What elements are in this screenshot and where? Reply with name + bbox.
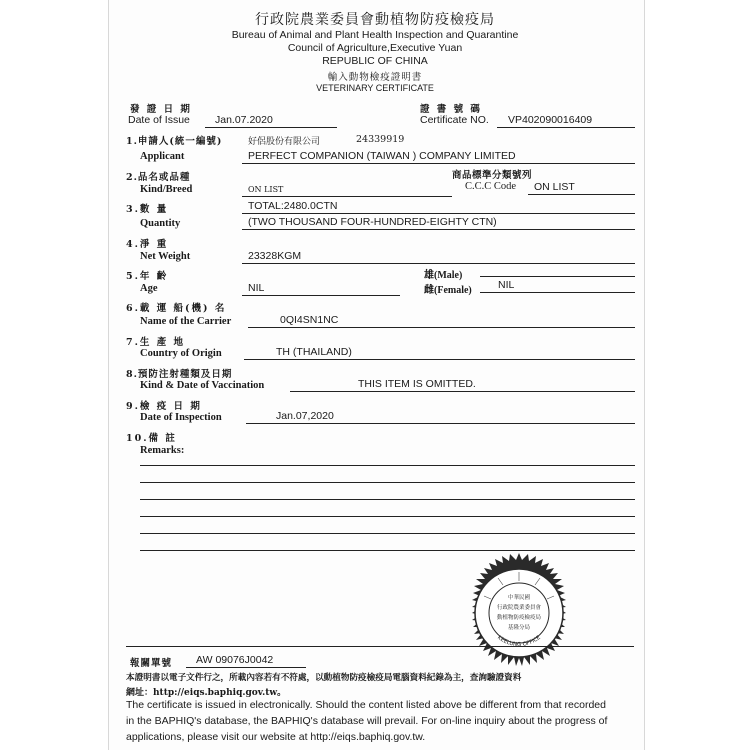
kind-value: ON LIST — [248, 185, 284, 194]
quantity-underline — [242, 213, 635, 214]
quantity-words-underline — [242, 229, 635, 230]
origin-label-cn: 7.生 產 地 — [126, 337, 186, 348]
remarks-line — [140, 533, 635, 534]
carrier-label: Name of the Carrier — [140, 316, 232, 327]
footer-note-en-2: in the BAPHIQ's database, the BAPHIQ's database will prevail. For on-line inquiry about the progress of — [126, 715, 608, 727]
inspection-label: Date of Inspection — [140, 412, 222, 423]
cert-no-underline — [497, 127, 635, 128]
seal-text-line4: 基隆分局 — [507, 625, 531, 631]
male-label: 雄(Male) — [424, 270, 463, 281]
quantity-label-cn: 3.數 量 — [126, 204, 169, 215]
footer-note-cn-1: 本證明書以電子文件行之，所載內容若有不符處，以動植物防疫檢疫局電腦資料紀錄為主，查詢驗證資料 — [126, 673, 522, 683]
applicant-tax-id: 24339919 — [356, 134, 405, 145]
ccc-code-label: C.C.C Code — [465, 181, 517, 192]
quantity-value: TOTAL:2480.0CTN — [248, 200, 338, 212]
cert-no-value: VP402090016409 — [508, 114, 593, 126]
footer-note-en-1: The certificate is issued in electronically. Should the content listed above be different from that recorded — [126, 699, 606, 711]
issue-date-label: Date of Issue — [128, 114, 190, 126]
inspection-underline — [246, 423, 635, 424]
origin-value: TH (THAILAND) — [276, 346, 352, 358]
kind-underline — [242, 196, 452, 197]
customs-label-cn: 報關單號 — [130, 658, 173, 669]
applicant-name-cn: 好侶股份有限公司 — [248, 137, 321, 147]
seal-text-line3: 動植物防疫檢疫局 — [496, 615, 542, 621]
agency-title-cn: 行政院農業委員會動植物防疫檢疫局 — [255, 12, 495, 28]
net-weight-underline — [242, 263, 635, 264]
female-underline — [480, 292, 635, 293]
kind-label-cn: 2.品名或品種 — [126, 172, 191, 183]
remarks-label: Remarks: — [140, 445, 185, 456]
remarks-line — [140, 482, 635, 483]
female-label: 雌(Female) — [424, 285, 472, 296]
age-value: NIL — [248, 282, 265, 294]
country-title: REPUBLIC OF CHINA — [322, 55, 428, 67]
customs-underline — [186, 667, 306, 668]
cert-no-label: Certificate NO. — [420, 114, 489, 126]
certificate-title-en: VETERINARY CERTIFICATE — [316, 83, 434, 93]
customs-top-rule — [126, 646, 634, 647]
age-label: Age — [140, 283, 158, 294]
seal-ring-text: KEELUNG OFFICE — [496, 634, 542, 649]
footer-note-en-3: applications, please visit our website at http://eiqs.baphiq.gov.tw. — [126, 731, 426, 743]
issue-date-value: Jan.07.2020 — [215, 114, 273, 126]
carrier-value: 0QI4SN1NC — [280, 314, 339, 326]
remarks-label-cn: 10.備 註 — [126, 433, 177, 444]
vaccination-underline — [290, 391, 635, 392]
applicant-value: PERFECT COMPANION (TAIWAN ) COMPANY LIMITED — [248, 150, 516, 162]
agency-title-en: Bureau of Animal and Plant Health Inspection and Quarantine — [231, 29, 519, 41]
remarks-line — [140, 499, 635, 500]
certificate-title-cn: 輸入動物檢疫證明書 — [327, 72, 423, 83]
remarks-line — [140, 550, 635, 551]
female-value: NIL — [498, 279, 515, 291]
net-weight-label: Net Weight — [140, 251, 191, 262]
customs-value: AW 09076J0042 — [196, 654, 274, 666]
footer-note-cn-2: 網址：http://eiqs.baphiq.gov.tw。 — [126, 688, 287, 698]
net-weight-label-cn: 4.淨 重 — [126, 239, 169, 250]
net-weight-value: 23328KGM — [248, 250, 302, 262]
applicant-underline — [242, 163, 635, 164]
council-title: Council of Agriculture,Executive Yuan — [287, 42, 463, 54]
ccc-code-underline — [528, 194, 635, 195]
inspection-value: Jan.07,2020 — [276, 410, 334, 422]
male-underline — [480, 276, 635, 277]
vaccination-label: Kind & Date of Vaccination — [140, 380, 265, 391]
carrier-underline — [248, 327, 635, 328]
ccc-code-value: ON LIST — [534, 181, 575, 193]
seal-text-line1: 中華民國 — [507, 595, 531, 601]
ccc-label-cn: 商品標準分類號列 — [452, 170, 533, 181]
applicant-label-cn: 1.申請人(統一編號) — [126, 136, 223, 147]
applicant-label: Applicant — [140, 151, 185, 162]
origin-underline — [244, 359, 635, 360]
carrier-label-cn: 6.載 運 船(機) 名 — [126, 303, 227, 314]
seal-text-line2: 行政院農業委員會 — [496, 605, 542, 611]
inspection-label-cn: 9.檢 疫 日 期 — [126, 401, 202, 412]
origin-label: Country of Origin — [140, 348, 222, 359]
age-underline — [242, 295, 400, 296]
vaccination-value: THIS ITEM IS OMITTED. — [358, 378, 476, 390]
official-seal — [458, 552, 580, 674]
quantity-value-words: (TWO THOUSAND FOUR-HUNDRED-EIGHTY CTN) — [248, 216, 497, 228]
issue-date-label-cn: 發 證 日 期 — [130, 104, 192, 115]
cert-no-label-cn: 證 書 號 碼 — [420, 104, 482, 115]
remarks-line — [140, 465, 635, 466]
vaccination-label-cn: 8.預防注射種類及日期 — [126, 369, 233, 380]
remarks-line — [140, 516, 635, 517]
kind-label: Kind/Breed — [140, 184, 193, 195]
quantity-label: Quantity — [140, 218, 181, 229]
age-label-cn: 5.年 齡 — [126, 271, 169, 282]
issue-date-underline — [205, 127, 337, 128]
